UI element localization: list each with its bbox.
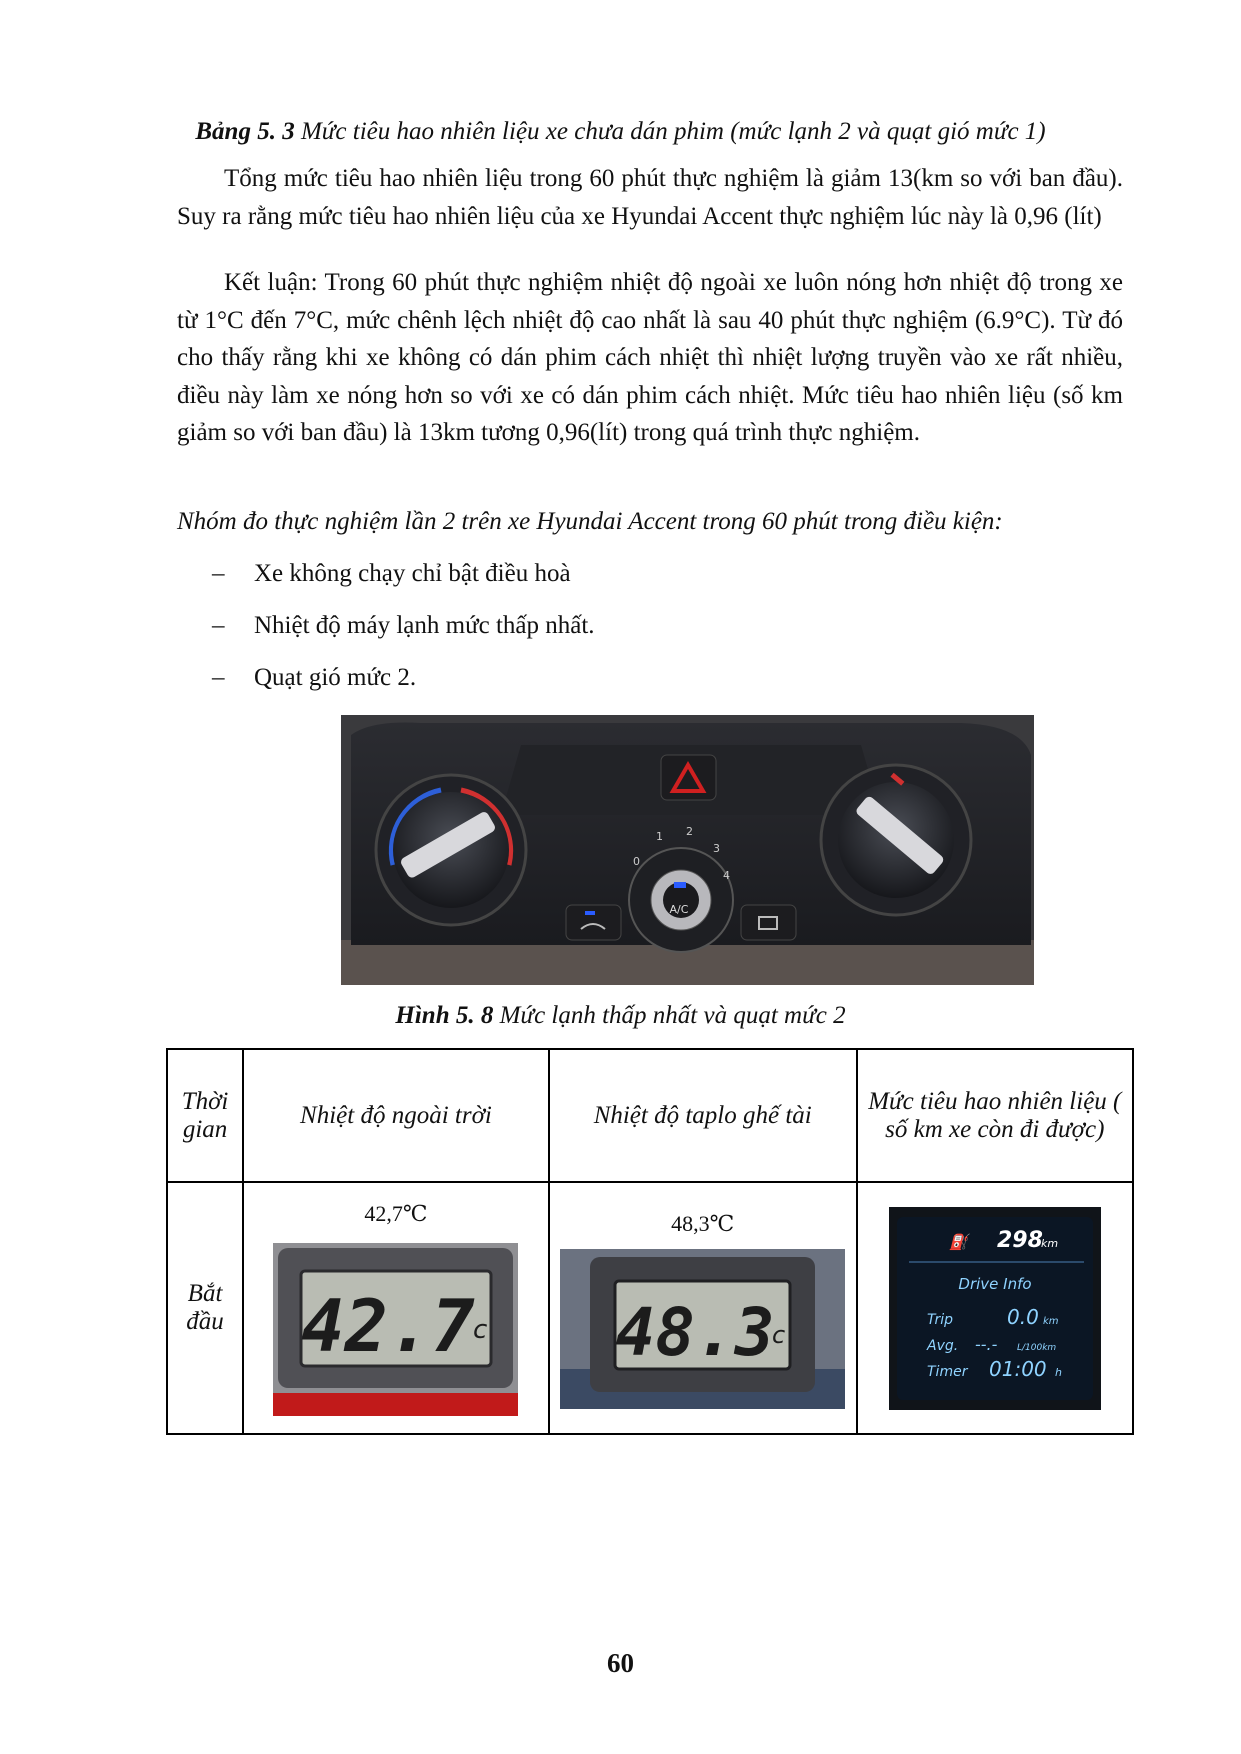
fan-number-2: 2 <box>686 825 693 838</box>
trip-value: 0.0 <box>1006 1304 1039 1329</box>
fan-number-1: 1 <box>656 830 663 843</box>
cell-fuel <box>857 1182 1133 1434</box>
ac-panel-illustration <box>341 715 1034 985</box>
paragraph-fuel-total-text: Tổng mức tiêu hao nhiên liệu trong 60 phút thực nghiệm là giảm 13(km so với ban đầu). Suy ra rằng mức tiêu hao nhiên liệu của xe Hyundai Accent thực nghiệm lúc này là 0,96 (lít) <box>177 165 1123 230</box>
bullet-text: Xe không chạy chỉ bật điều hoà <box>254 560 571 587</box>
table-caption <box>0 118 1241 146</box>
trip-unit: km <box>1042 1315 1059 1327</box>
recirculation-led <box>585 911 595 915</box>
header-outdoor-temp: Nhiệt độ ngoài trời <box>243 1049 549 1182</box>
table-row <box>167 1182 1133 1434</box>
timer-unit: h <box>1054 1365 1062 1379</box>
avg-value: --.- <box>974 1334 998 1354</box>
figure-caption <box>0 1002 1241 1030</box>
outdoor-thermometer-photo <box>273 1243 518 1416</box>
table-caption-text: Mức tiêu hao nhiên liệu xe chưa dán phim (mức lạnh 2 và quạt gió mức 1) <box>300 118 1046 145</box>
fan-number-4: 4 <box>723 869 730 882</box>
bullet-item-1 <box>212 560 571 588</box>
bullet-text: Quạt gió mức 2. <box>254 664 417 691</box>
paragraph-conclusion <box>177 264 1123 452</box>
bullet-item-3 <box>212 664 416 692</box>
bullet-item-2 <box>212 612 595 640</box>
paragraph-fuel-total <box>177 160 1123 235</box>
measurement-table <box>166 1048 1134 1435</box>
ac-label: A/C <box>669 903 689 916</box>
avg-label: Avg. <box>926 1337 958 1354</box>
ac-indicator-led <box>674 882 686 888</box>
outdoor-temp-value: 42,7℃ <box>364 1201 428 1226</box>
bullet-marker: – <box>212 664 225 691</box>
figure-caption-label: Hình 5. 8 <box>395 1002 494 1029</box>
header-fuel: Mức tiêu hao nhiên liệu ( số km xe còn đi được) <box>857 1049 1133 1182</box>
drive-info-title: Drive Info <box>958 1274 1032 1293</box>
lcd-unit: c <box>473 1315 488 1345</box>
timer-value: 01:00 <box>988 1356 1047 1381</box>
range-value: 298 <box>996 1227 1043 1253</box>
fuel-pump-icon: ⛽ <box>948 1232 968 1251</box>
fan-number-3: 3 <box>713 842 720 855</box>
lcd-unit: c <box>772 1321 786 1349</box>
avg-unit: L/100km <box>1016 1342 1057 1353</box>
page-number: 60 <box>607 1648 634 1678</box>
figure-caption-text: Mức lạnh thấp nhất và quạt mức 2 <box>499 1002 846 1029</box>
header-time: Thời gian <box>167 1049 243 1182</box>
fan-number-0: 0 <box>633 855 640 868</box>
table-caption-label: Bảng 5. 3 <box>195 118 295 145</box>
table-header-row <box>167 1049 1133 1182</box>
lcd-reading: 48.3 <box>615 1294 775 1371</box>
recirculation-button <box>566 905 621 940</box>
dash-thermometer-photo <box>560 1249 845 1409</box>
dash-temp-value: 48,3℃ <box>671 1211 735 1236</box>
cell-outdoor <box>243 1182 549 1434</box>
ac-panel-photo <box>341 715 1034 985</box>
range-unit: km <box>1040 1236 1058 1250</box>
hazard-button <box>661 755 716 800</box>
header-dash-temp: Nhiệt độ taplo ghế tài <box>549 1049 857 1182</box>
instrument-cluster-photo <box>889 1207 1101 1410</box>
paragraph-conclusion-text: Kết luận: Trong 60 phút thực nghiệm nhiệt độ ngoài xe luôn nóng hơn nhiệt độ trong xe từ 1°C đến 7°C, mức chênh lệch nhiệt độ cao nhất là sau 40 phút thực nghiệm (6.9°C). Từ đó cho thấy rằng khi xe không có dán phim cách nhiệt thì nhiệt lượng truyền vào xe rất nhiều, điều này làm xe nóng hơn so với xe có dán phim cách nhiệt. Mức tiêu hao nhiên liệu (số km giảm so với ban đầu) là 13km tương 0,96(lít) trong quá trình thực nghiệm. <box>177 269 1123 446</box>
lcd-reading: 42.7 <box>301 1284 476 1368</box>
bullet-marker: – <box>212 612 225 639</box>
bullet-marker: – <box>212 560 225 587</box>
rear-defrost-button <box>741 905 796 940</box>
bullet-text: Nhiệt độ máy lạnh mức thấp nhất. <box>254 612 595 639</box>
cell-time: Bắt đầu <box>167 1182 243 1434</box>
timer-label: Timer <box>926 1363 968 1380</box>
group-line: Nhóm đo thực nghiệm lần 2 trên xe Hyundai Accent trong 60 phút trong điều kiện: <box>177 508 1003 535</box>
trip-label: Trip <box>926 1311 953 1328</box>
cell-dash <box>549 1182 857 1434</box>
